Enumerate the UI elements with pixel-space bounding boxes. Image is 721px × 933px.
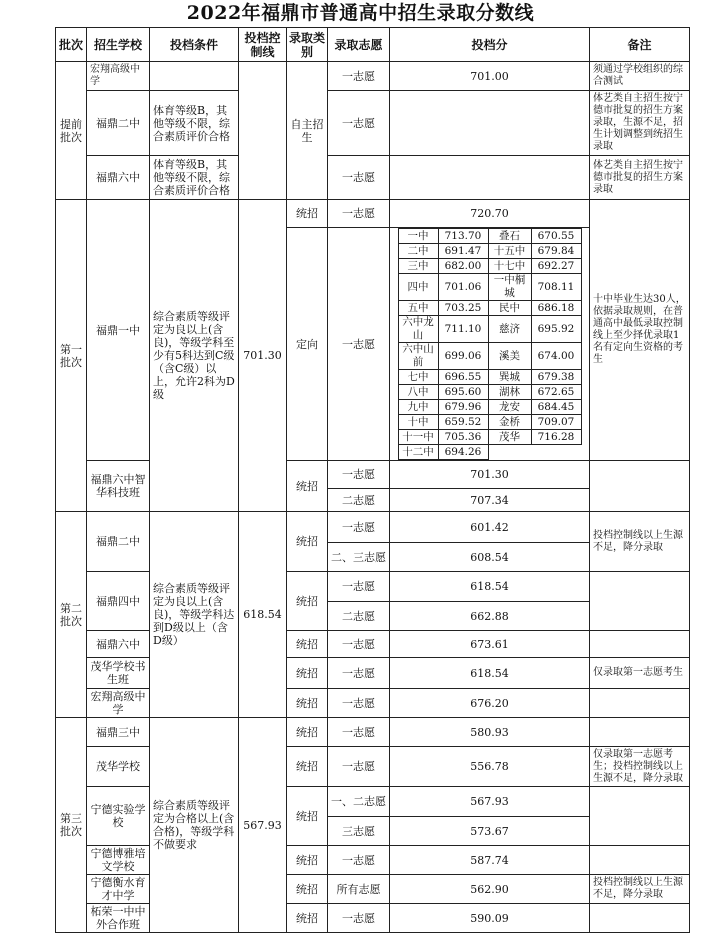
middle-school-score: 679.96	[438, 400, 488, 415]
middle-school-name: 一中桐城	[488, 274, 531, 301]
header-batch: 批次	[56, 28, 87, 62]
middle-school-score: 713.70	[438, 229, 488, 244]
wish-cell: 一志愿	[328, 572, 390, 602]
middle-school-score: 692.27	[531, 259, 581, 274]
middle-school-score: 682.00	[438, 259, 488, 274]
middle-school-score: 708.11	[531, 274, 581, 301]
remark-cell	[590, 718, 690, 747]
batch-first: 第一批次	[56, 200, 87, 512]
school-name: 宁德衡水育才中学	[87, 875, 150, 904]
school-name: 福鼎三中	[87, 718, 150, 747]
score-cell	[390, 156, 590, 200]
middle-school-name: 茂华	[488, 430, 531, 445]
score-cell: 601.42	[390, 512, 590, 543]
school-name: 宁德博雅培文学校	[87, 846, 150, 875]
middle-school-score: 701.06	[438, 274, 488, 301]
middle-school-score: 716.28	[531, 430, 581, 445]
admission-category: 统招	[287, 718, 328, 747]
school-name: 福鼎一中	[87, 200, 150, 461]
remark-cell: 体艺类自主招生按宁德市批复的招生方案录取，生源不足，招生计划调整到统招生录取	[590, 91, 690, 156]
middle-school-score: 711.10	[438, 316, 488, 343]
wish-cell: 一志愿	[328, 658, 390, 689]
admission-category: 统招	[287, 787, 328, 846]
wish-cell: 一志愿	[328, 846, 390, 875]
middle-school-score: 691.47	[438, 244, 488, 259]
middle-school-score: 694.26	[438, 445, 488, 460]
remark-cell	[590, 572, 690, 631]
middle-school-name: 十二中	[398, 445, 438, 460]
table-row	[56, 62, 690, 91]
admission-category: 统招	[287, 875, 328, 904]
wish-cell: 二志愿	[328, 602, 390, 631]
header-control: 投档控制线	[239, 28, 287, 62]
remark-cell: 投档控制线以上生源不足，降分录取	[590, 512, 690, 572]
middle-school-score: 659.52	[438, 415, 488, 430]
middle-school-name: 七中	[398, 370, 438, 385]
directed-row	[398, 343, 581, 370]
admission-category: 统招	[287, 461, 328, 512]
empty-cell	[488, 445, 581, 460]
middle-school-score: 679.38	[531, 370, 581, 385]
directed-row	[398, 301, 581, 316]
middle-school-score: 679.84	[531, 244, 581, 259]
condition-text: 综合素质等级评定为合格以上(含合格)，等级学科不做要求	[150, 718, 239, 933]
school-name: 茂华学校书生班	[87, 658, 150, 689]
score-cell: 580.93	[390, 718, 590, 747]
admission-table	[55, 27, 690, 933]
middle-school-name: 十一中	[398, 430, 438, 445]
middle-school-name: 龙安	[488, 400, 531, 415]
control-line	[239, 62, 287, 200]
header-remark: 备注	[590, 28, 690, 62]
score-cell: 573.67	[390, 817, 590, 846]
condition-text: 体育等级B，其他等级不限，综合素质评价合格	[150, 91, 239, 156]
score-cell	[390, 91, 590, 156]
directed-scores-cell	[390, 228, 590, 461]
header-condition: 投档条件	[150, 28, 239, 62]
middle-school-score: 703.25	[438, 301, 488, 316]
score-cell: 556.78	[390, 747, 590, 787]
directed-row	[398, 259, 581, 274]
school-name: 福鼎二中	[87, 91, 150, 156]
wish-cell: 三志愿	[328, 817, 390, 846]
score-cell: 562.90	[390, 875, 590, 904]
middle-school-name: 溪美	[488, 343, 531, 370]
middle-school-name: 六中山前	[398, 343, 438, 370]
middle-school-score: 695.92	[531, 316, 581, 343]
middle-school-name: 湖林	[488, 385, 531, 400]
middle-school-name: 三中	[398, 259, 438, 274]
middle-school-score: 705.36	[438, 430, 488, 445]
wish-cell: 二志愿	[328, 489, 390, 512]
middle-school-score: 696.55	[438, 370, 488, 385]
admission-category: 自主招生	[287, 62, 328, 200]
remark-cell: 投档控制线以上生源不足，降分录取	[590, 875, 690, 904]
school-name: 宏翔高级中学	[87, 689, 150, 718]
school-name: 福鼎六中	[87, 156, 150, 200]
admission-category: 统招	[287, 512, 328, 572]
score-cell: 676.20	[390, 689, 590, 718]
score-cell: 673.61	[390, 631, 590, 658]
middle-school-name: 慈济	[488, 316, 531, 343]
school-name: 福鼎六中智华科技班	[87, 461, 150, 512]
admission-category: 统招	[287, 904, 328, 933]
batch-second: 第二批次	[56, 512, 87, 718]
condition-text: 体育等级B，其他等级不限，综合素质评价合格	[150, 156, 239, 200]
remark-cell	[590, 787, 690, 846]
admission-category: 统招	[287, 747, 328, 787]
middle-school-name: 叠石	[488, 229, 531, 244]
middle-school-score: 674.00	[531, 343, 581, 370]
school-name: 宏翔高级中学	[87, 62, 150, 91]
score-cell: 720.70	[390, 200, 590, 228]
admission-category: 统招	[287, 689, 328, 718]
middle-school-name: 九中	[398, 400, 438, 415]
table-row	[56, 718, 690, 747]
directed-row	[398, 244, 581, 259]
page-title: 2022年福鼎市普通高中招生录取分数线	[186, 2, 535, 24]
middle-school-score: 672.65	[531, 385, 581, 400]
score-cell: 701.00	[390, 62, 590, 91]
score-cell: 618.54	[390, 658, 590, 689]
wish-cell: 一志愿	[328, 91, 390, 156]
middle-school-score: 695.60	[438, 385, 488, 400]
wish-cell: 一志愿	[328, 718, 390, 747]
control-line: 701.30	[239, 200, 287, 512]
header-school: 招生学校	[87, 28, 150, 62]
directed-row	[398, 430, 581, 445]
school-name: 福鼎四中	[87, 572, 150, 631]
wish-cell: 二、三志愿	[328, 543, 390, 572]
admission-category: 统招	[287, 572, 328, 631]
directed-row	[398, 400, 581, 415]
control-line: 618.54	[239, 512, 287, 718]
score-cell: 608.54	[390, 543, 590, 572]
remark-cell: 仅录取第一志愿考生	[590, 658, 690, 689]
condition-text: 综合素质等级评定为良以上(含良)，等级学科达到D级以上（含D级）	[150, 512, 239, 718]
score-cell: 662.88	[390, 602, 590, 631]
admission-category: 统招	[287, 846, 328, 875]
header-category: 录取类别	[287, 28, 328, 62]
directed-row	[398, 445, 581, 460]
middle-school-name: 六中龙山	[398, 316, 438, 343]
wish-cell: 一志愿	[328, 62, 390, 91]
score-cell: 707.34	[390, 489, 590, 512]
middle-school-name: 四中	[398, 274, 438, 301]
remark-cell	[590, 904, 690, 933]
batch-early: 提前批次	[56, 62, 87, 200]
middle-school-score: 670.55	[531, 229, 581, 244]
school-name: 柘荣一中中外合作班	[87, 904, 150, 933]
score-cell: 618.54	[390, 572, 590, 602]
middle-school-name: 一中	[398, 229, 438, 244]
table-row	[56, 200, 690, 228]
middle-school-name: 二中	[398, 244, 438, 259]
school-name: 福鼎六中	[87, 631, 150, 658]
middle-school-name: 十七中	[488, 259, 531, 274]
middle-school-name: 十中	[398, 415, 438, 430]
middle-school-score: 686.18	[531, 301, 581, 316]
admission-category: 统招	[287, 631, 328, 658]
condition-text	[150, 62, 239, 91]
admission-category: 定向	[287, 228, 328, 461]
remark-cell	[590, 631, 690, 658]
middle-school-name: 金桥	[488, 415, 531, 430]
wish-cell: 一志愿	[328, 156, 390, 200]
table-row	[56, 512, 690, 543]
wish-cell: 一志愿	[328, 747, 390, 787]
remark-cell: 须通过学校组织的综合测试	[590, 62, 690, 91]
table-row	[56, 156, 690, 200]
wish-cell: 一志愿	[328, 200, 390, 228]
directed-row	[398, 229, 581, 244]
directed-row	[398, 385, 581, 400]
school-name: 福鼎二中	[87, 512, 150, 572]
directed-scores-table	[398, 228, 582, 460]
remark-cell: 仅录取第一志愿考生；投档控制线以上生源不足，降分录取	[590, 747, 690, 787]
wish-cell: 一志愿	[328, 228, 390, 461]
wish-cell: 一志愿	[328, 631, 390, 658]
directed-row	[398, 274, 581, 301]
header-score: 投档分	[390, 28, 590, 62]
directed-row	[398, 316, 581, 343]
wish-cell: 一志愿	[328, 689, 390, 718]
batch-third: 第三批次	[56, 718, 87, 933]
remark-cell: 十中毕业生达30人，依据录取规则，在普通高中最低录取控制线上至少择优录取1名有定向生资格的考生	[590, 200, 690, 461]
wish-cell: 一志愿	[328, 461, 390, 489]
middle-school-name: 巽城	[488, 370, 531, 385]
wish-cell: 一志愿	[328, 512, 390, 543]
middle-school-score: 709.07	[531, 415, 581, 430]
remark-cell: 体艺类自主招生按宁德市批复的招生方案录取	[590, 156, 690, 200]
school-name: 茂华学校	[87, 747, 150, 787]
score-cell: 587.74	[390, 846, 590, 875]
header-row	[56, 28, 690, 62]
remark-cell	[590, 461, 690, 512]
wish-cell: 一志愿	[328, 904, 390, 933]
admission-category: 统招	[287, 658, 328, 689]
middle-school-name: 十五中	[488, 244, 531, 259]
school-name: 宁德实验学校	[87, 787, 150, 846]
control-line: 567.93	[239, 718, 287, 933]
score-cell: 567.93	[390, 787, 590, 817]
remark-cell	[590, 689, 690, 718]
score-cell: 590.09	[390, 904, 590, 933]
wish-cell: 所有志愿	[328, 875, 390, 904]
header-wish: 录取志愿	[328, 28, 390, 62]
directed-row	[398, 415, 581, 430]
middle-school-name: 五中	[398, 301, 438, 316]
wish-cell: 一、二志愿	[328, 787, 390, 817]
middle-school-name: 八中	[398, 385, 438, 400]
admission-category: 统招	[287, 200, 328, 228]
table-row	[56, 91, 690, 156]
middle-school-score: 684.45	[531, 400, 581, 415]
directed-row	[398, 370, 581, 385]
middle-school-score: 699.06	[438, 343, 488, 370]
condition-text: 综合素质等级评定为良以上(含良)，等级学科至少有5科达到C级（含C级）以上，允许2科为D级	[150, 200, 239, 512]
remark-cell	[590, 846, 690, 875]
score-cell: 701.30	[390, 461, 590, 489]
middle-school-name: 民中	[488, 301, 531, 316]
